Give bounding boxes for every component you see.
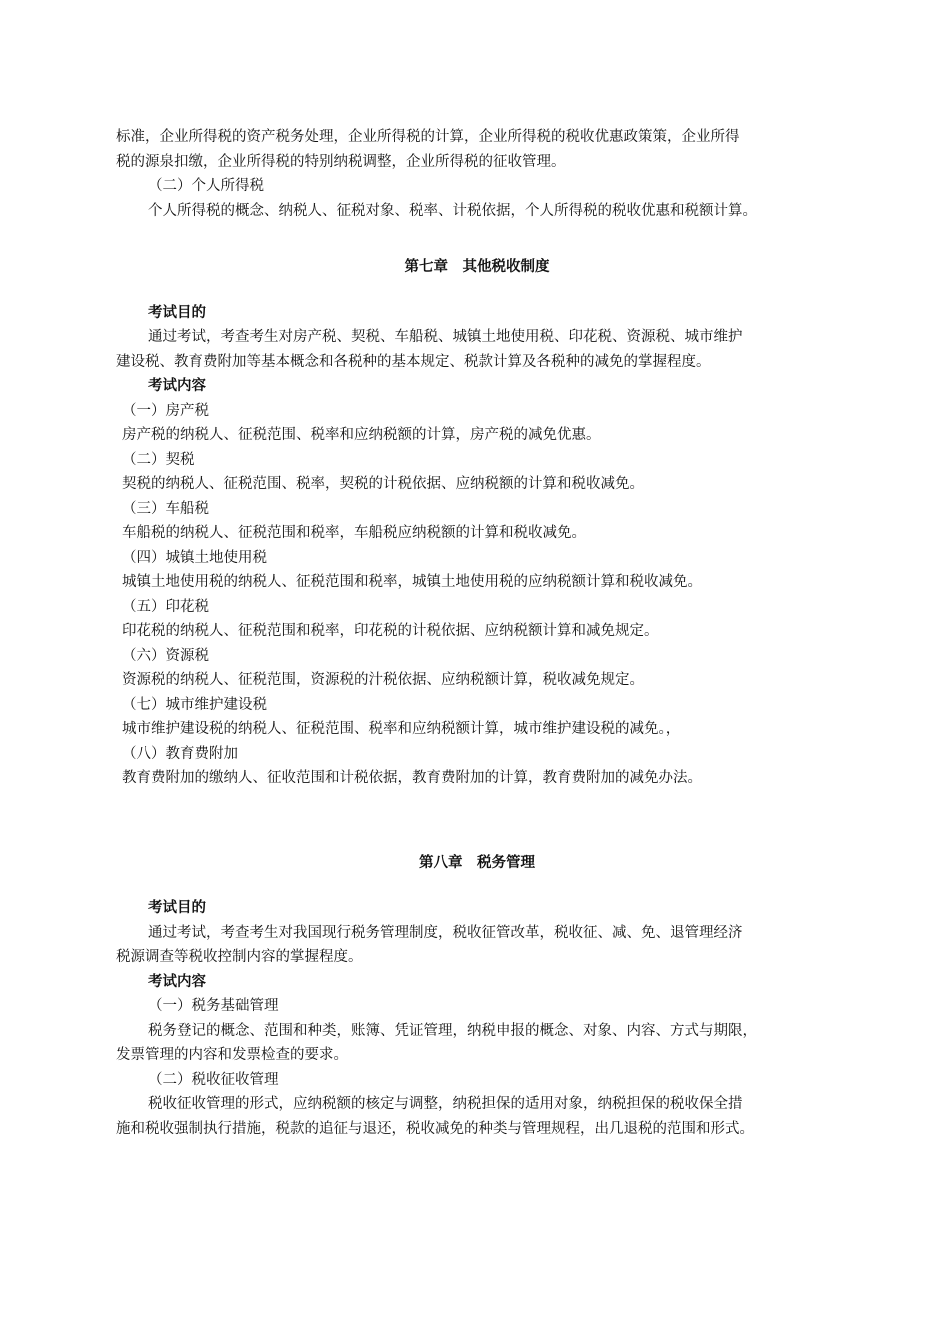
chapter7-item-text: 印花税的纳税人、征税范围和税率，印花税的计税依据、应纳税额计算和减免规定。 xyxy=(122,623,659,639)
chapter8-item1-title: （一）税务基础管理 xyxy=(148,998,279,1014)
intro-line-2: 税的源泉扣缴，企业所得税的特别纳税调整，企业所得税的征收管理。 xyxy=(116,153,566,170)
chapter8-item2-line-2: 施和税收强制执行措施，税款的追征与退还，税收减免的种类与管理规程，出几退税的范围和形式。 xyxy=(116,1120,754,1137)
chapter7-item-title: （一）房产税 xyxy=(122,402,209,419)
chapter7-item-text: 车船税的纳税人、征税范围和税率，车船税应纳税额的计算和税收减免。 xyxy=(122,525,586,541)
chapter7-item-text: 资源税的纳税人、征税范围，资源税的汁税依据、应纳税额计算，税收减免规定。 xyxy=(122,672,644,688)
chapter7-item-title: （八）教育费附加 xyxy=(122,745,238,762)
chapter8-purpose-line-2: 税源调查等税收控制内容的掌握程度。 xyxy=(116,949,363,965)
intro-subsection-text: 个人所得税的概念、纳税人、征税对象、税率、计税依据，个人所得税的税收优惠和税额计算。 xyxy=(148,202,757,219)
chapter7-item-text: 教育费附加的缴纳人、征收范围和计税依据，教育费附加的计算，教育费附加的减免办法。 xyxy=(122,770,702,786)
chapter7-item-text: 城镇土地使用税的纳税人、征税范围和税率，城镇土地使用税的应纳税额计算和税收减免。 xyxy=(122,574,702,590)
document-body xyxy=(116,125,838,1141)
chapter7-item-title: （七）城市维护建设税 xyxy=(122,696,267,713)
chapter7-purpose-line-2: 建设税、教育费附加等基本概念和各税种的基本规定、税款计算及各税种的减免的掌握程度。 xyxy=(116,353,711,370)
chapter7-purpose-line-1: 通过考试，考查考生对房产税、契税、车船税、城镇土地使用税、印花税、资源税、城市维护 xyxy=(148,329,743,345)
chapter8-item1-line-1: 税务登记的概念、范围和种类，账簿、凭证管理，纳税申报的概念、对象、内容、方式与期限， xyxy=(148,1022,757,1039)
chapter7-item-title: （四）城镇土地使用税 xyxy=(122,549,267,566)
chapter8-purpose-line-1: 通过考试，考查考生对我国现行税务管理制度，税收征管改革，税收征、减、免、退管理经济 xyxy=(148,924,743,941)
chapter7-item-text: 房产税的纳税人、征税范围、税率和应纳税额的计算，房产税的减免优惠。 xyxy=(122,427,601,443)
chapter8-title: 第八章 税务管理 xyxy=(419,854,535,871)
chapter7-title: 第七章 其他税收制度 xyxy=(404,259,550,275)
chapter7-item-title: （六）资源税 xyxy=(122,647,209,664)
chapter8-item2-line-1: 税收征收管理的形式，应纳税额的核定与调整，纳税担保的适用对象，纳税担保的税收保全措 xyxy=(148,1096,743,1112)
chapter7-purpose-label: 考试目的 xyxy=(148,304,206,321)
intro-subsection-title: （二）个人所得税 xyxy=(148,178,264,194)
chapter7-item-text: 契税的纳税人、征税范围、税率，契税的计税依据、应纳税额的计算和税收减免。 xyxy=(122,476,644,492)
chapter7-content-label: 考试内容 xyxy=(148,378,206,394)
chapter7-item-title: （五）印花税 xyxy=(122,598,209,615)
chapter8-item1-line-2: 发票管理的内容和发票检查的要求。 xyxy=(116,1047,348,1063)
chapter8-item2-title: （二）税收征收管理 xyxy=(148,1071,279,1088)
intro-line-1: 标准，企业所得税的资产税务处理，企业所得税的计算，企业所得税的税收优惠政策策，企业所得 xyxy=(116,129,740,145)
chapter7-item-title: （二）契税 xyxy=(122,451,195,468)
chapter7-item-text: 城市维护建设税的纳税人、征税范围、税率和应纳税额计算，城市维护建设税的减免。， xyxy=(122,721,681,737)
chapter8-content-label: 考试内容 xyxy=(148,973,206,990)
chapter7-item-title: （三）车船税 xyxy=(122,500,209,517)
chapter8-purpose-label: 考试目的 xyxy=(148,900,206,916)
